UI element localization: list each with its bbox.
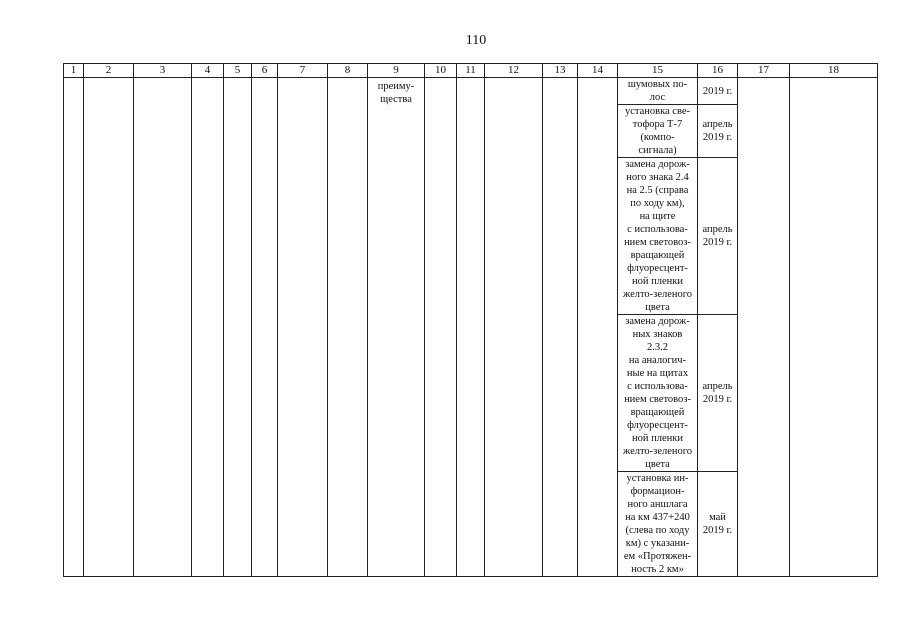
column-header-18: 18 (790, 64, 878, 78)
column-header-2: 2 (84, 64, 134, 78)
page-number: 110 (465, 33, 487, 48)
empty-cell-col-1 (64, 78, 84, 577)
deadline-cell: 2019 г. (698, 78, 738, 105)
column-header-11: 11 (457, 64, 485, 78)
deadline-cell: май 2019 г. (698, 472, 738, 577)
deadline-cell: апрель 2019 г. (698, 105, 738, 158)
column-header-1: 1 (64, 64, 84, 78)
column-header-12: 12 (485, 64, 543, 78)
empty-cell-col-2 (84, 78, 134, 577)
empty-cell-col-4 (192, 78, 224, 577)
column-header-4: 4 (192, 64, 224, 78)
column-header-13: 13 (543, 64, 578, 78)
empty-cell-col-13 (543, 78, 578, 577)
column-header-6: 6 (252, 64, 278, 78)
deadline-cell: апрель 2019 г. (698, 315, 738, 472)
empty-cell-col-11 (457, 78, 485, 577)
empty-cell-col-3 (134, 78, 192, 577)
empty-cell-col-14 (578, 78, 618, 577)
measure-cell: установка све- тофора Т-7 (компо- сигнала) (618, 105, 698, 158)
empty-cell-col-8 (328, 78, 368, 577)
measure-cell: установка ин- формацион- ного аншлага на км 437+240 (слева по ходу км) с указани- ем «Протяжен- ность 2 км» (618, 472, 698, 577)
empty-cell-col-12 (485, 78, 543, 577)
measure-cell: замена дорож- ного знака 2.4 на 2.5 (справа по ходу км), на щите с использова- нием световоз- вращающей флуоресцент- ной пленки желто-зеленого цвета (618, 158, 698, 315)
column-header-14: 14 (578, 64, 618, 78)
col9-cell (368, 78, 425, 577)
column-header-16: 16 (698, 64, 738, 78)
empty-cell-col-7 (278, 78, 328, 577)
column-header-17: 17 (738, 64, 790, 78)
empty-cell-col-17 (738, 78, 790, 577)
column-header-9: 9 (368, 64, 425, 78)
measure-cell: шумовых по- лос (618, 78, 698, 105)
table-row (64, 78, 878, 105)
column-header-10: 10 (425, 64, 457, 78)
column-header-3: 3 (134, 64, 192, 78)
col9-text: преиму- щества (377, 81, 415, 105)
empty-cell-col-6 (252, 78, 278, 577)
measure-cell: замена дорож- ных знаков 2.3.2 на аналогич- ные на щитах с использова- нием световоз- вращающей флуоресцент- ной пленки желто-зеленого цвета (618, 315, 698, 472)
empty-cell-col-5 (224, 78, 252, 577)
column-header-7: 7 (278, 64, 328, 78)
empty-cell-col-18 (790, 78, 878, 577)
document-table (63, 63, 878, 577)
deadline-cell: апрель 2019 г. (698, 158, 738, 315)
empty-cell-col-10 (425, 78, 457, 577)
column-header-5: 5 (224, 64, 252, 78)
column-header-15: 15 (618, 64, 698, 78)
column-number-row (64, 64, 878, 78)
column-header-8: 8 (328, 64, 368, 78)
